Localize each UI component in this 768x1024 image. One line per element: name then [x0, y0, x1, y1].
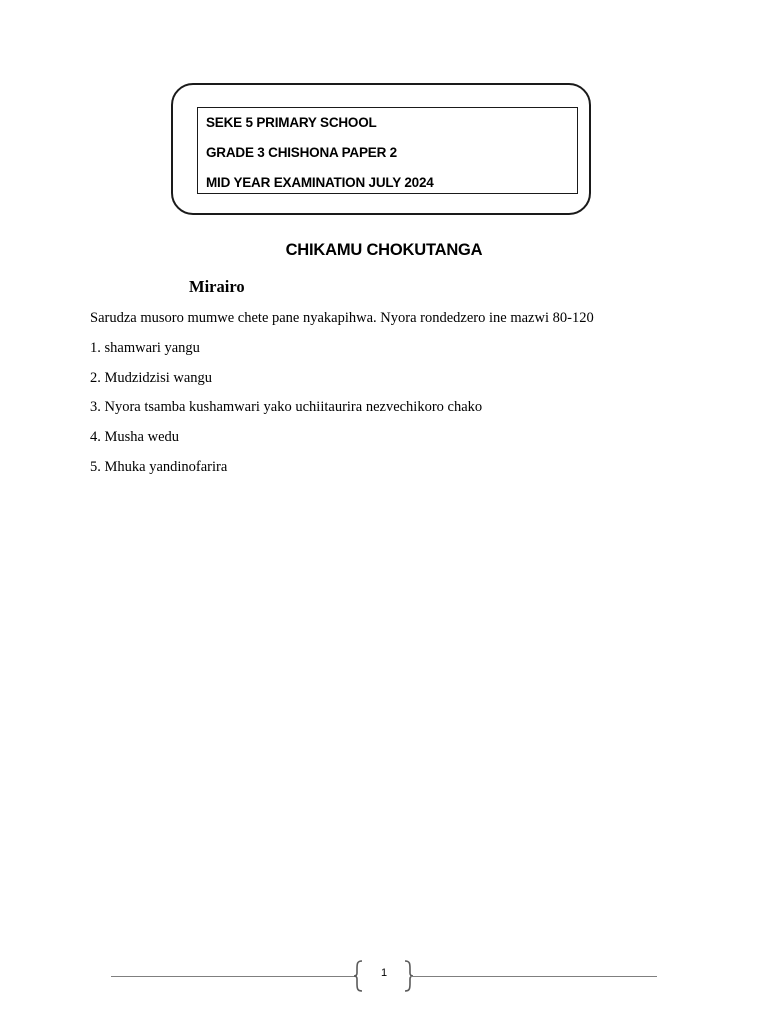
topic-list — [90, 339, 482, 487]
topic-item: 2. Mudzidzisi wangu — [90, 369, 213, 386]
topic-item: 4. Musha wedu — [90, 429, 180, 446]
instructions-text: Sarudza musoro mumwe chete pane nyakapihwa. Nyora rondedzero ine mazwi 80-120 — [90, 310, 594, 326]
footer-brace-left — [353, 960, 363, 992]
school-name: SEKE 5 PRIMARY SCHOOL — [206, 115, 377, 130]
page-number: 1 — [380, 967, 388, 979]
footer-rule-left — [111, 976, 356, 977]
header-box — [197, 107, 578, 194]
section-title: CHIKAMU CHOKUTANGA — [285, 241, 483, 259]
footer-rule-right — [410, 976, 657, 977]
paper-title: GRADE 3 CHISHONA PAPER 2 — [206, 145, 397, 160]
topic-item: 3. Nyora tsamba kushamwari yako uchiitaurira nezvechikoro chako — [90, 399, 483, 416]
topic-item: 1. shamwari yangu — [90, 340, 200, 356]
section-subheading: Mirairo — [189, 277, 245, 296]
exam-title: MID YEAR EXAMINATION JULY 2024 — [206, 175, 434, 190]
topic-item: 5. Mhuka yandinofarira — [90, 458, 228, 475]
